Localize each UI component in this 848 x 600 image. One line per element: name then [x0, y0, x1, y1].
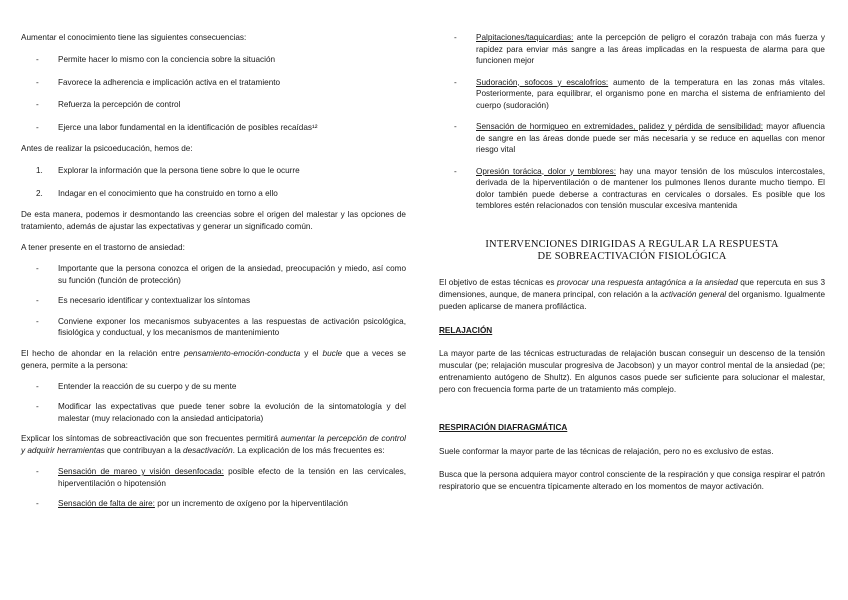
list-item: - Opresión torácica, dolor y temblores: hay una mayor tensión de los músculos intercostales, derivada de la hiperventilación o de mantener los pulmones llenos durante mucho tiempo. El dolor también puede deberse a contracturas en cervicales o dorsales. Es posible que los temblores estén relacionados con tensión muscular excesiva mantenida — [454, 166, 825, 210]
symptoms-list — [21, 466, 406, 510]
list-item: - Conviene exponer los mecanismos subyacentes a las respuestas de activación psicológica, fisiológica y conductual, y los mecanismos de mantenimiento — [36, 316, 406, 337]
list-item: - Favorece la adherencia e implicación activa en el tratamiento — [36, 77, 281, 87]
list-item: - Sensación de falta de aire: por un incremento de oxígeno por la hiperventilación — [36, 499, 348, 508]
steps-list — [21, 165, 406, 199]
heading-line: INTERVENCIONES DIRIGIDAS A REGULAR LA RESPUESTA — [485, 238, 779, 250]
paragraph: De esta manera, podemos ir desmontando las creencias sobre el origen del malestar y las opciones de tratamiento, además de ajustar las expectativas y generar un significado común. — [21, 210, 406, 231]
list-item: - Refuerza la percepción de control — [36, 100, 181, 109]
list-item: - Sensación de mareo y visión desenfocada: posible efecto de la tensión en las cervicales, hiperventilación o hipotensión — [36, 467, 406, 488]
before-psychoeducation: Antes de realizar la psicoeducación, hemos de: — [21, 144, 193, 153]
list-item: 2. Indagar en el conocimiento que ha construido en torno a ello — [36, 188, 278, 198]
symptoms-list-continued — [439, 32, 825, 212]
right-column — [439, 32, 825, 493]
section-heading — [439, 239, 825, 263]
paragraph: El hecho de ahondar en la relación entre pensamiento-emoción-conducta y el bucle que a veces se genera, permite a la persona: — [21, 348, 406, 370]
list-item: - Entender la reacción de su cuerpo y de su mente — [36, 381, 237, 391]
list-item: - Sudoración, sofocos y escalofríos: aumento de la temperatura en las zonas más vitales. Posteriormente, para equilibrar, el organismo pone en marcha el sistema de enfriamiento del cuerpo (sudoración) — [454, 77, 825, 110]
list-item: - Es necesario identificar y contextualizar los síntomas — [36, 296, 251, 305]
list-item: - Palpitaciones/taquicardias: ante la percepción de peligro el corazón trabaja con más fuerza y rapidez para enviar más sangre a las áreas implicadas en la respuesta de alarma para que funcionen mejor — [454, 33, 825, 65]
list-item: - Ejerce una labor fundamental en la identificación de posibles recaídas¹² — [36, 122, 318, 132]
paragraph: Explicar los síntomas de sobreactivación que son frecuentes permitirá aumentar la percepción de control y adquirir herramientas que contribuyan a la desactivación. La explicación de los más frecuentes es: — [21, 434, 407, 455]
list-item: - Importante que la persona conozca el origen de la ansiedad, preocupación y miedo, así como su función (función de protección) — [36, 264, 406, 285]
list-item: - Modificar las expectativas que puede tener sobre la evolución de la sintomatología y del malestar (muy relacionado con la ansiedad anticipatoria) — [36, 402, 406, 423]
paragraph: Busca que la persona adquiera mayor control consciente de la respiración y que consiga respirar el patrón respiratorio que se encuentra típicamente alterado en los momentos de mayor activación. — [439, 469, 825, 491]
understanding-list — [21, 381, 406, 425]
consequences-list — [21, 54, 406, 133]
relajacion-heading: RELAJACIÓN — [439, 325, 493, 335]
consequences-intro: Aumentar el conocimiento tiene las siguientes consecuencias: — [21, 33, 247, 42]
paragraph: Suele conformar la mayor parte de las técnicas de relajación, pero no es exclusivo de estas. — [439, 446, 774, 456]
list-item: 1. Explorar la información que la persona tiene sobre lo que le ocurre — [36, 166, 300, 175]
heading-line: DE SOBREACTIVACIÓN FISIOLÓGICA — [537, 250, 727, 262]
respiracion-heading: RESPIRACIÓN DIAFRAGMÁTICA — [439, 422, 568, 432]
anxiety-intro: A tener presente en el trastorno de ansiedad: — [21, 243, 185, 252]
list-item: - Permite hacer lo mismo con la conciencia sobre la situación — [36, 55, 276, 64]
anxiety-list — [21, 263, 406, 339]
paragraph: La mayor parte de las técnicas estructuradas de relajación buscan conseguir un descenso de la tensión muscular (pe; relajación muscular progresiva de Jacobson) y un mayor control mental de la ansiedad (pe; entrenamiento autógeno de Shultz). En algunos casos puede ser suficiente para solucionar el malestar, pero con frecuencia forma parte de un tratamiento más complejo. — [439, 348, 825, 394]
list-item: - Sensación de hormigueo en extremidades, palidez y pérdida de sensibilidad: mayor afluencia de sangre en las áreas donde puede ser más necesaria y se reduce en aquellas con menor riesgo vital — [454, 122, 825, 154]
left-column — [21, 32, 406, 510]
paragraph: El objetivo de estas técnicas es provocar una respuesta antagónica a la ansiedad que repercuta en sus 3 dimensiones, aunque, de manera principal, con relación a la activación general del organismo. Igualmente pueden aplicarse de manera profiláctica. — [439, 277, 825, 311]
